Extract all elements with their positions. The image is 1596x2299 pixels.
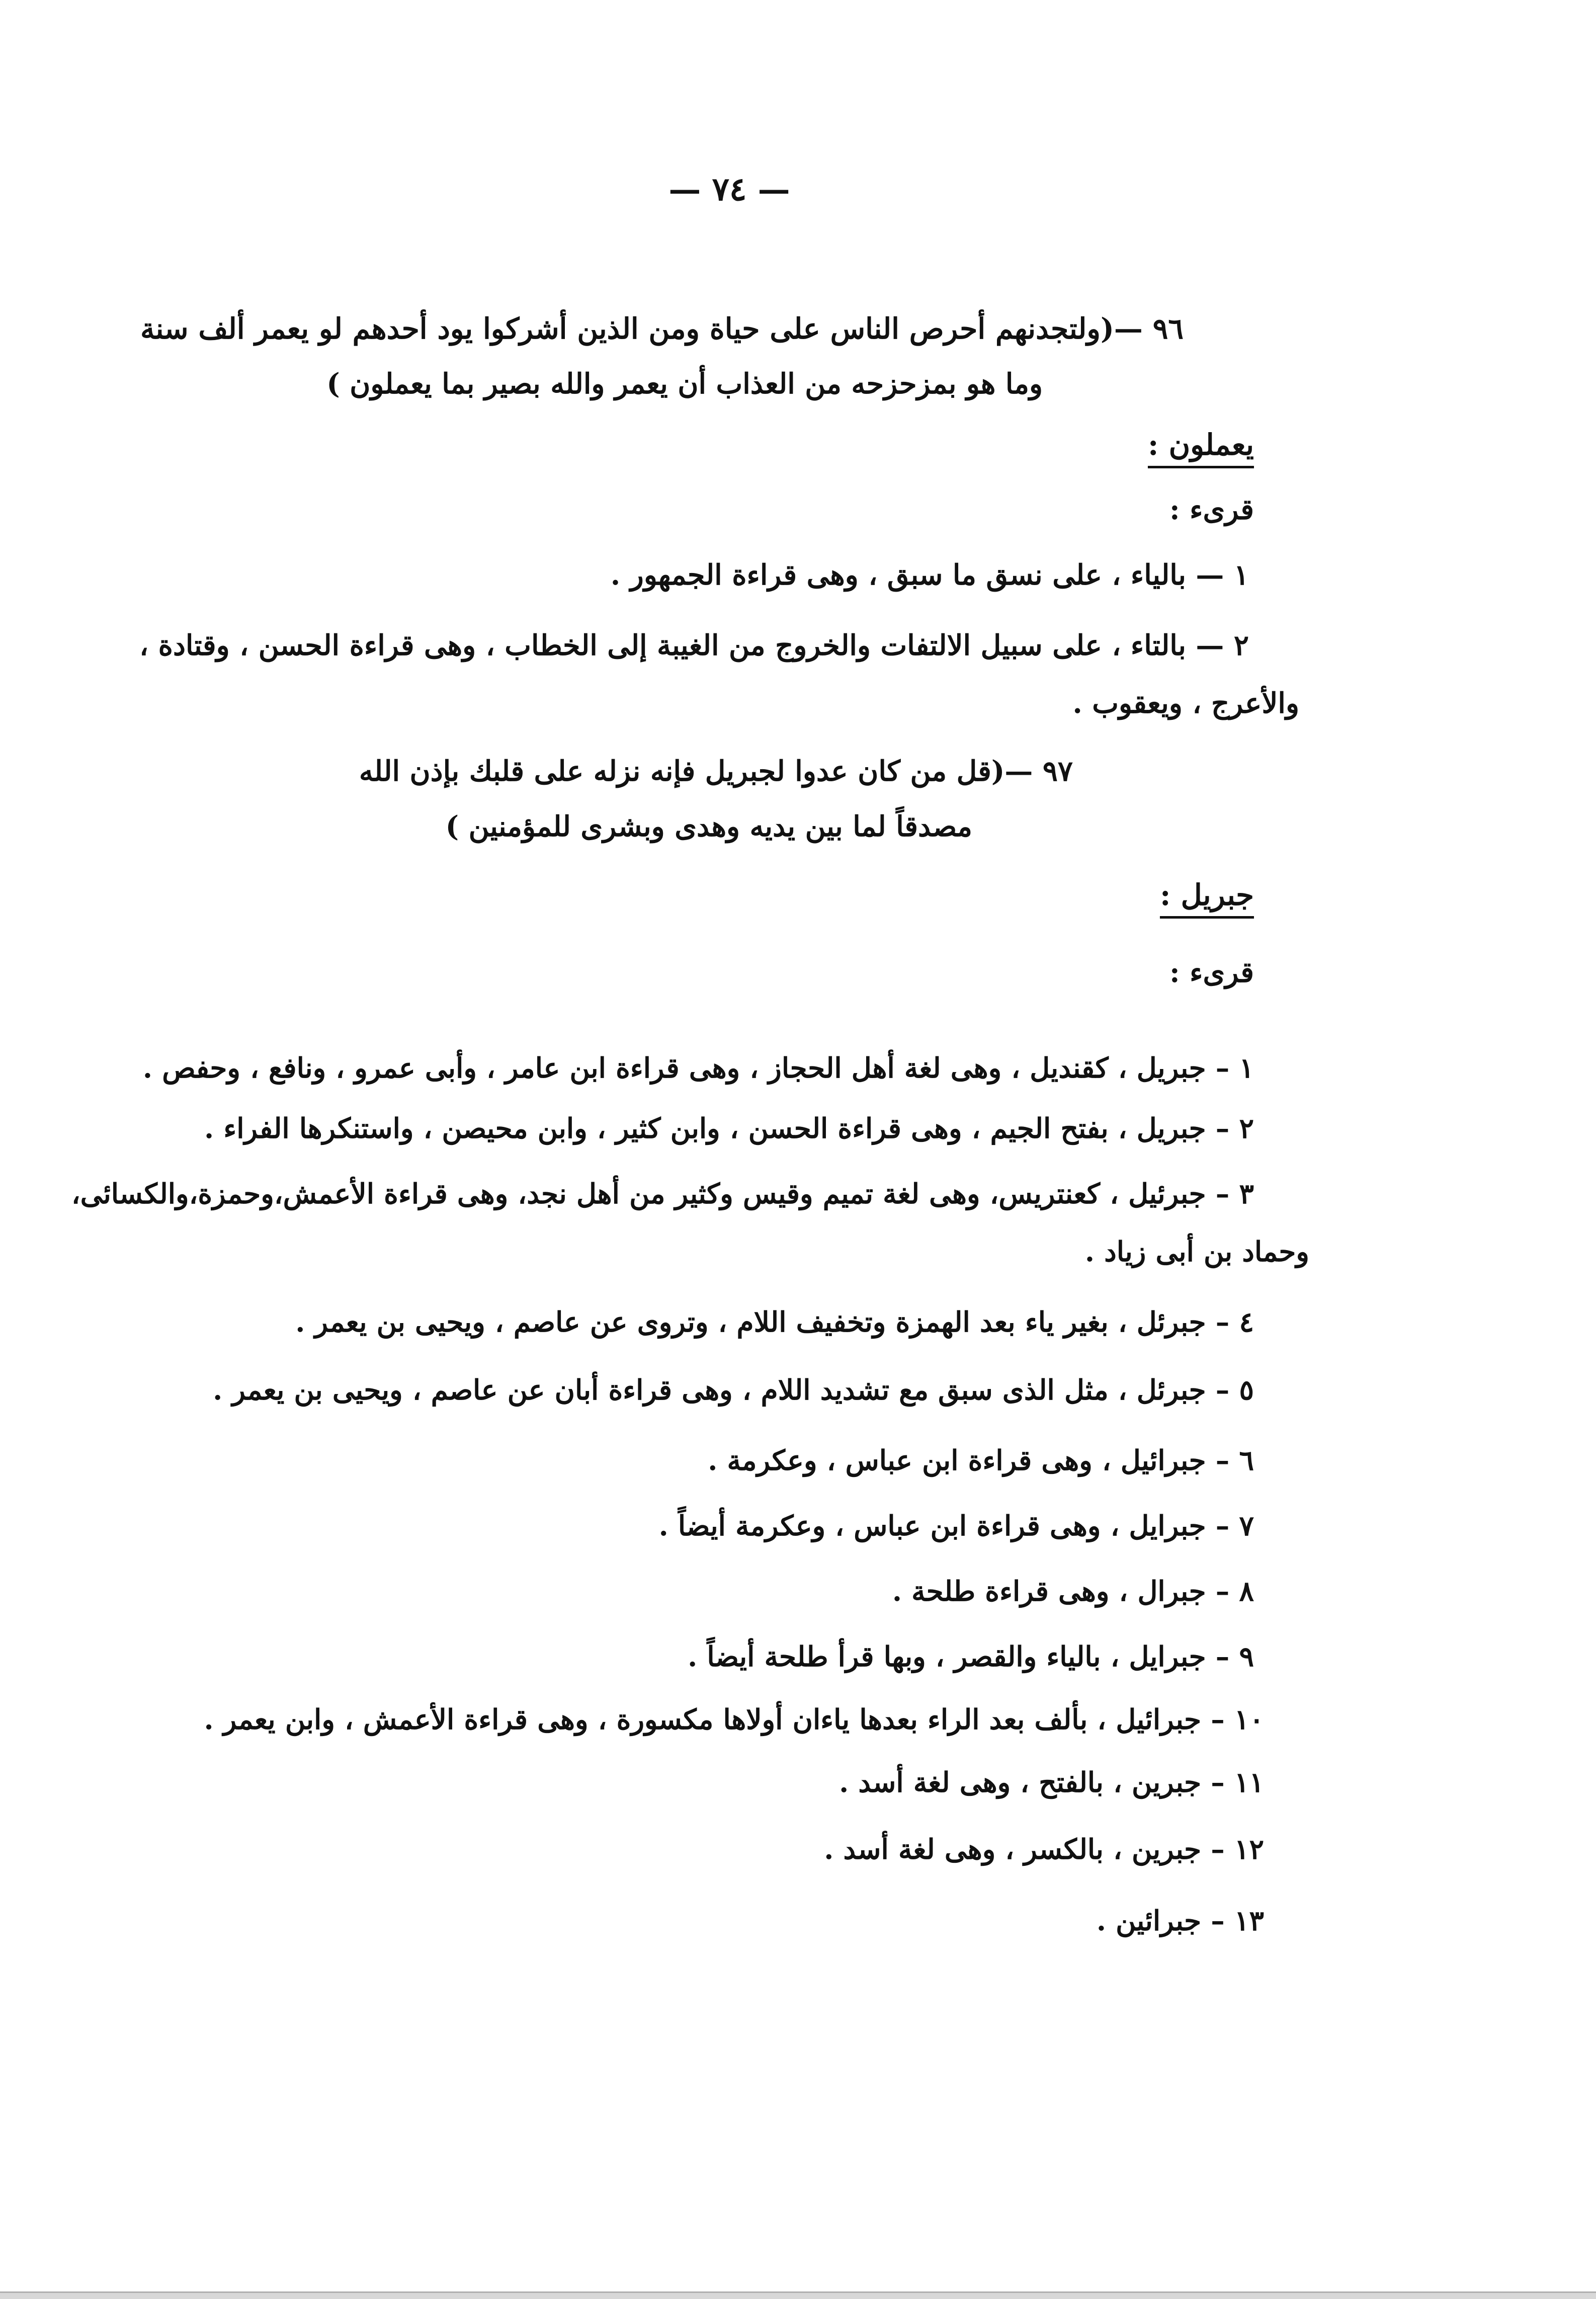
reading-96-1: ١ — بالياء ، على نسق ما سبق ، وهى قراءة الجمهور . [610, 558, 1249, 592]
verse-96-line-2: وما هو بمزحزحه من العذاب أن يعمر والله بصير بما يعملون ) [326, 367, 1043, 400]
page-bottom-edge [0, 2291, 1596, 2299]
section-97-heading: جبريل : [1159, 878, 1254, 912]
verse-97-line-1: ٩٧ —(قل من كان عدوا لجبريل فإنه نزله على قلبك بإذن الله [359, 755, 1073, 788]
reading-97-4: ٤ – جبرئل ، بغير ياء بعد الهمزة وتخفيف اللام ، وتروى عن عاصم ، ويحيى بن يعمر . [295, 1305, 1254, 1338]
reading-97-3: ٣ – جبرئيل ، كعنتريس، وهى لغة تميم وقيس وكثير من أهل نجد، وهى قراءة الأعمش،وحمزة،والكسائى، [71, 1177, 1254, 1210]
page-number: — ٧٤ — [668, 171, 790, 208]
reading-96-2-continued: والأعرج ، ويعقوب . [1072, 687, 1299, 720]
reading-97-8: ٨ – جبرال ، وهى قراءة طلحة . [892, 1575, 1254, 1607]
reading-97-9: ٩ – جبرايل ، بالياء والقصر ، وبها قرأ طلحة أيضاً . [688, 1640, 1254, 1673]
reading-97-2: ٢ – جبريل ، بفتح الجيم ، وهى قراءة الحسن ، وابن كثير ، وابن محيصن ، واستنكرها الفراء . [204, 1112, 1254, 1144]
section-96-heading: يعملون : [1147, 428, 1254, 462]
section-97-qurie: قرىء : [1169, 956, 1254, 989]
verse-97-line-2: مصدقاً لما بين يديه وهدى وبشرى للمؤمنين ) [445, 810, 972, 843]
reading-97-6: ٦ – جبرائيل ، وهى قراءة ابن عباس ، وعكرمة . [708, 1444, 1254, 1476]
reading-97-12: ١٢ – جبرين ، بالكسر ، وهى لغة أسد . [824, 1833, 1264, 1865]
section-96-qurie: قرىء : [1169, 493, 1254, 526]
reading-97-3-continued: وحماد بن أبى زياد . [1084, 1235, 1309, 1268]
reading-97-11: ١١ – جبرين ، بالفتح ، وهى لغة أسد . [839, 1766, 1264, 1798]
reading-97-13: ١٣ – جبرائين . [1096, 1904, 1264, 1937]
reading-97-7: ٧ – جبرايل ، وهى قراءة ابن عباس ، وعكرمة أيضاً . [658, 1509, 1254, 1542]
reading-96-2: ٢ — بالتاء ، على سبيل الالتفات والخروج من الغيبة إلى الخطاب ، وهى قراءة الحسن ، وقتادة ، [139, 629, 1249, 662]
verse-96-line-1: ٩٦ —(ولتجدنهم أحرص الناس على حياة ومن الذين أشركوا يود أحدهم لو يعمر ألف سنة [140, 312, 1184, 346]
reading-97-5: ٥ – جبرئل ، مثل الذى سبق مع تشديد اللام ، وهى قراءة أبان عن عاصم ، ويحيى بن يعمر . [213, 1373, 1254, 1406]
reading-97-1: ١ – جبريل ، كقنديل ، وهى لغة أهل الحجاز ، وهى قراءة ابن عامر ، وأبى عمرو ، ونافع ، وحفص . [142, 1051, 1254, 1084]
reading-97-10: ١٠ – جبرائيل ، بألف بعد الراء بعدها ياءان أولاها مكسورة ، وهى قراءة الأعمش ، وابن يعمر . [204, 1703, 1264, 1736]
